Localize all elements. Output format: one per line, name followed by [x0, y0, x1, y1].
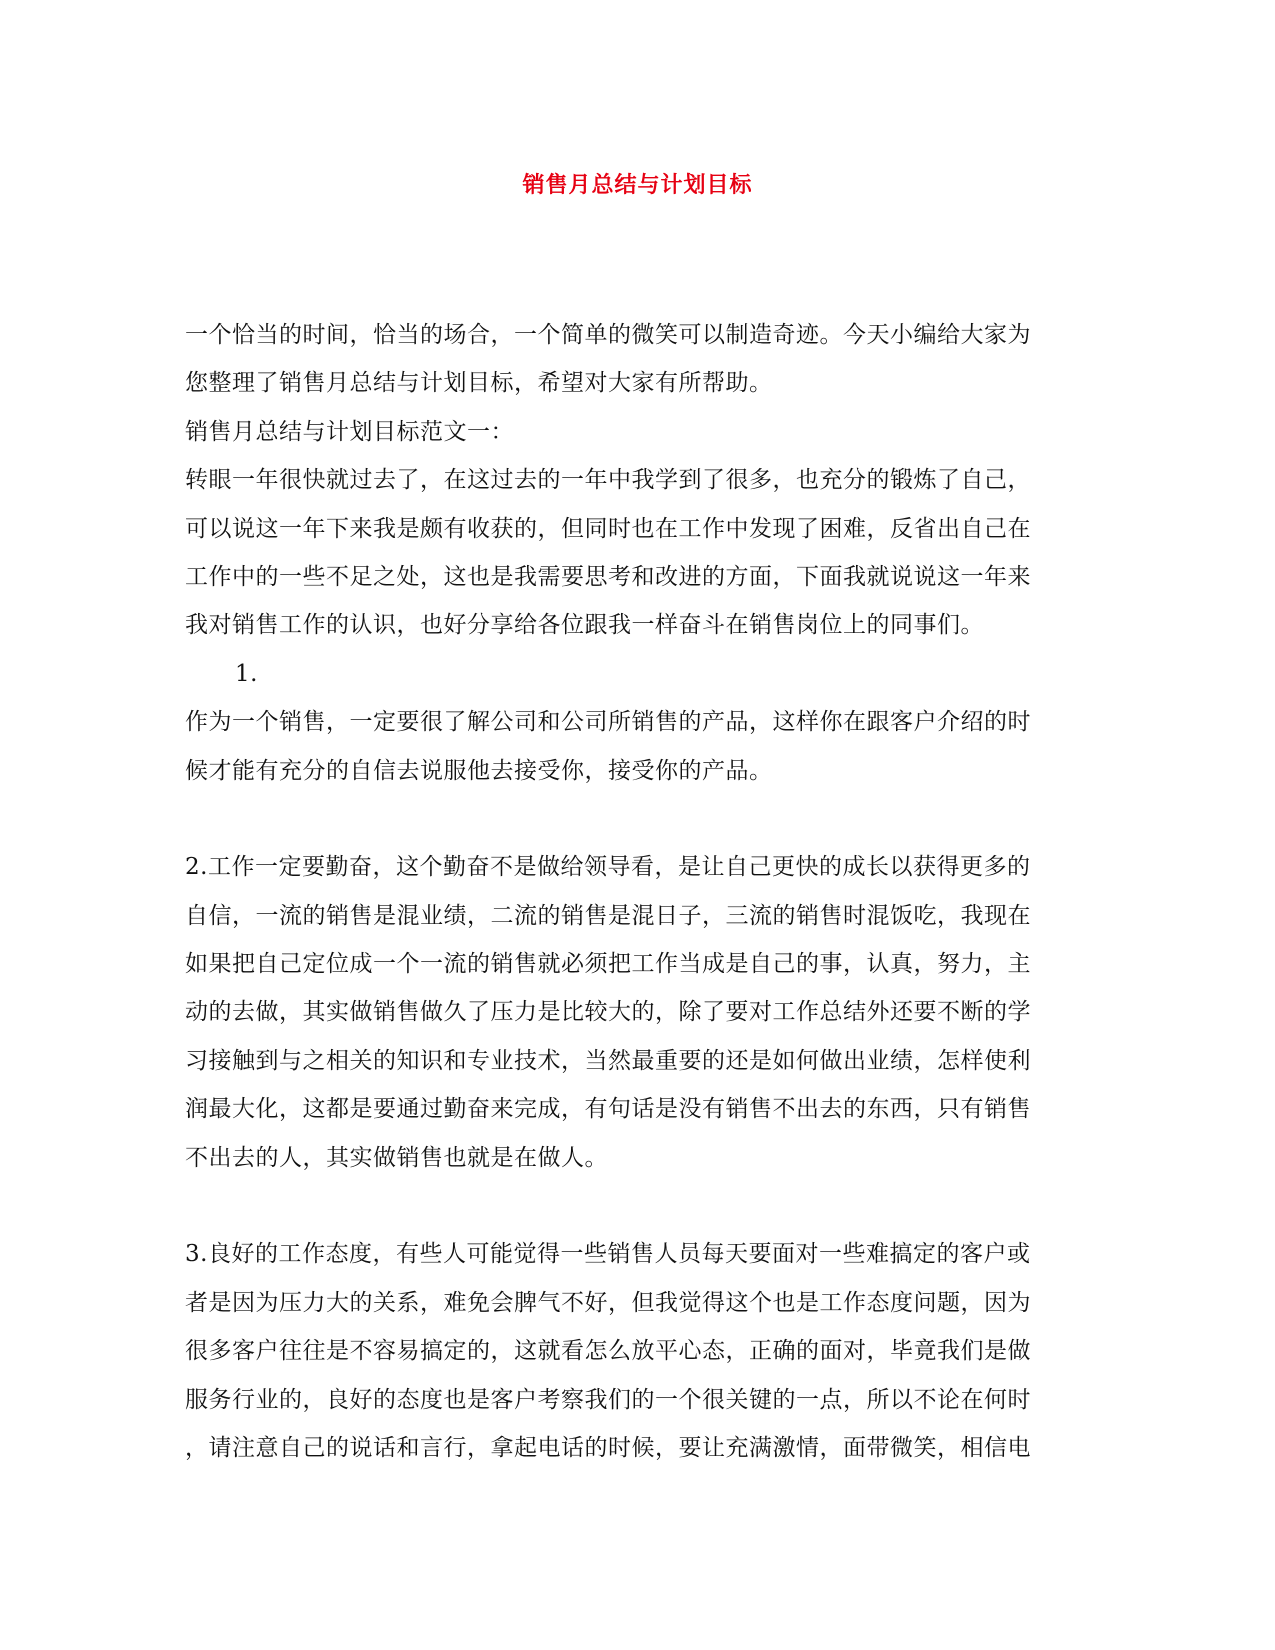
body-text-line: 不出去的人，其实做销售也就是在做人。 [185, 1144, 608, 1171]
body-text-line: 工作中的一些不足之处，这也是我需要思考和改进的方面，下面我就说说这一年来 [185, 563, 1031, 590]
blank-line [185, 795, 1085, 843]
body-text-line: 很多客户往往是不容易搞定的，这就看怎么放平心态，正确的面对，毕竟我们是做 [185, 1338, 1031, 1365]
body-text-line: 销售月总结与计划目标范文一： [185, 418, 514, 445]
body-text-line: 如果把自己定位成一个一流的销售就必须把工作当成是自己的事，认真，努力，主 [185, 951, 1031, 978]
blank-line [185, 1182, 1085, 1230]
body-text-line: 习接触到与之相关的知识和专业技术，当然最重要的还是如何做出业绩，怎样使利 [185, 1047, 1031, 1074]
body-text-line: 者是因为压力大的关系，难免会脾气不好，但我觉得这个也是工作态度问题，因为 [185, 1289, 1031, 1316]
body-text-line: 1. [235, 660, 258, 687]
body-text-line: 润最大化，这都是要通过勤奋来完成，有句话是没有销售不出去的东西，只有销售 [185, 1096, 1031, 1123]
body-text-line: ，请注意自己的说话和言行，拿起电话的时候，要让充满激情，面带微笑，相信电 [185, 1434, 1031, 1461]
body-text-line: 可以说这一年下来我是颇有收获的，但同时也在工作中发现了困难，反省出自己在 [185, 515, 1031, 542]
document-title: 销售月总结与计划目标 [522, 173, 753, 198]
body-text-line: 您整理了销售月总结与计划目标，希望对大家有所帮助。 [185, 370, 773, 397]
body-text-line: 作为一个销售，一定要很了解公司和公司所销售的产品，这样你在跟客户介绍的时 [185, 709, 1031, 736]
body-text-line: 一个恰当的时间，恰当的场合，一个简单的微笑可以制造奇迹。今天小编给大家为 [185, 322, 1031, 348]
body-text-line: 服务行业的，良好的态度也是客户考察我们的一个很关键的一点，所以不论在何时 [185, 1386, 1031, 1413]
body-text-line: 候才能有充分的自信去说服他去接受你，接受你的产品。 [185, 757, 773, 784]
body-text-line: 3.良好的工作态度，有些人可能觉得一些销售人员每天要面对一些难搞定的客户或 [185, 1241, 1031, 1268]
document-body [185, 311, 1085, 1472]
body-text-line: 我对销售工作的认识，也好分享给各位跟我一样奋斗在销售岗位上的同事们。 [185, 612, 984, 639]
body-text-line: 自信，一流的销售是混业绩，二流的销售是混日子，三流的销售时混饭吃，我现在 [185, 902, 1031, 929]
body-text-line: 转眼一年很快就过去了，在这过去的一年中我学到了很多，也充分的锻炼了自己， [185, 467, 1031, 494]
body-text-line: 2.工作一定要勤奋，这个勤奋不是做给领导看，是让自己更快的成长以获得更多的 [185, 854, 1031, 881]
body-text-line: 动的去做，其实做销售做久了压力是比较大的，除了要对工作总结外还要不断的学 [185, 999, 1031, 1026]
